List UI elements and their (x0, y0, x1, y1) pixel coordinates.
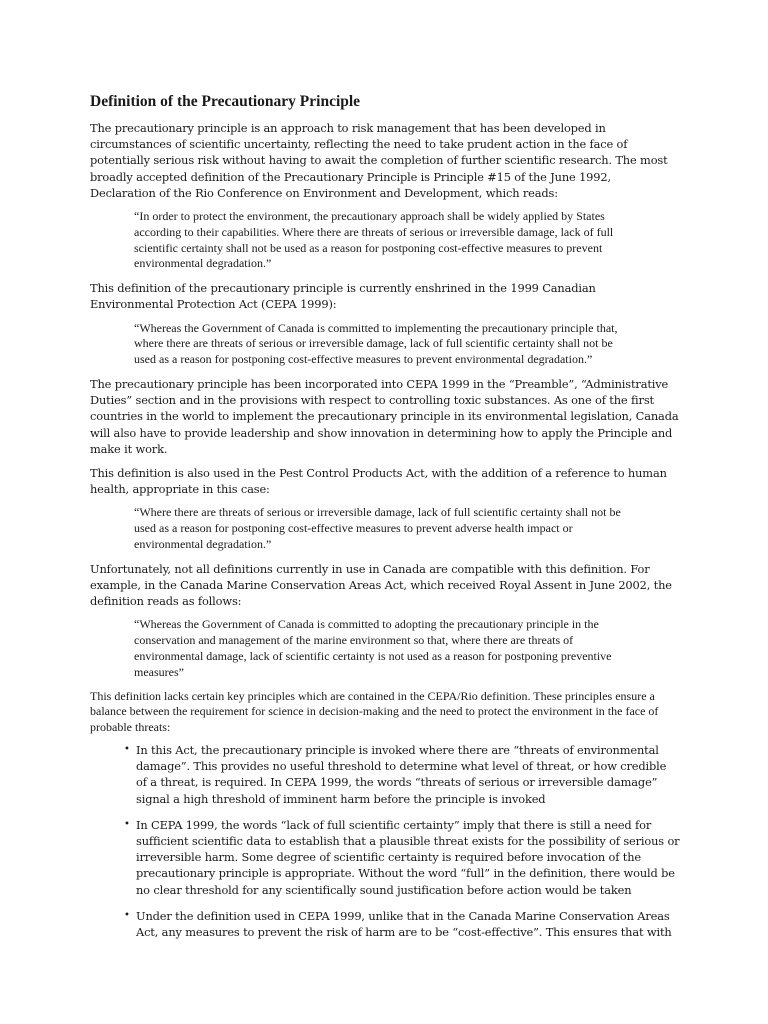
marine-quote: “Whereas the Government of Canada is committed to adopting the precautionary principle in the conservation and management of the marine environment so that, where there are threats of environmental damage, lack of scientific certainty is not used as a reason for postponing preventive measures” (134, 617, 612, 679)
marine-paragraph: Unfortunately, not all definitions currently in use in Canada are compatible with this definition. For example, in the Canada Marine Conservation Areas Act, which received Royal Assent in June 2002, the definition reads as follows: (90, 561, 672, 609)
list-item (124, 817, 680, 898)
principles-list (90, 742, 680, 940)
document-page (90, 92, 680, 950)
rio-quote: “In order to protect the environment, the precautionary approach shall be widely applied by States according to their capabilities. Where there are threats of serious or irreversible damage, lack of full scientific certainty shall not be used as a reason for postponing cost-effective measures to prevent environmental degradation.” (134, 209, 614, 271)
page-title: Definition of the Precautionary Principle (90, 93, 361, 110)
bullet-icon: • (124, 909, 130, 921)
cepa-paragraph: This definition of the precautionary principle is currently enshrined in the 1999 Canadian Environmental Protection Act (CEPA 1999): (90, 281, 596, 312)
pest-control-paragraph: This definition is also used in the Pest Control Products Act, with the addition of a reference to human health, appropriate in this case: (90, 466, 667, 497)
lacks-principles-paragraph: This definition lacks certain key principles which are contained in the CEPA/Rio definition. These principles ensure a balance between the requirement for science in decision-making and the need to protect the environment in the face of probable threats: (90, 688, 659, 735)
pest-control-quote: “Where there are threats of serious or irreversible damage, lack of full scientific certainty shall not be used as a reason for postponing cost-effective measures to prevent adverse health impact or environmental degradation.” (134, 505, 621, 552)
bullet-icon: • (124, 744, 130, 755)
bullet-icon: • (124, 818, 130, 830)
list-item-text: In this Act, the precautionary principle is invoked where there are “threats of environmental damage”. This provides no useful threshold to determine what level of threat, or how credible of a threat, is required. In CEPA 1999, the words “threats of serious or irreversible damage” signal a high threshold of imminent harm before the principle is invoked (136, 743, 667, 806)
intro-paragraph: The precautionary principle is an approach to risk management that has been developed in circumstances of scientific uncertainty, reflecting the need to take prudent action in the face of potentially serious risk without having to await the completion of further scientific research. The most broadly accepted definition of the Precautionary Principle is Principle #15 of the June 1992, Declaration of the Rio Conference on Environment and Development, which reads: (90, 121, 668, 200)
cepa-quote: “Whereas the Government of Canada is committed to implementing the precautionary principle that, where there are threats of serious or irreversible damage, lack of full scientific certainty shall not be used as a reason for postponing cost-effective measures to prevent environmental degradation.” (134, 320, 618, 367)
list-item-text: Under the definition used in CEPA 1999, unlike that in the Canada Marine Conservation Areas Act, any measures to prevent the risk of harm are to be “cost-effective”. This ensures that with (136, 908, 672, 940)
list-item (124, 908, 680, 940)
list-item-text: In CEPA 1999, the words “lack of full scientific certainty” imply that there is still a need for sufficient scientific data to establish that a plausible threat exists for the possibility of serious or irreversible harm. Some degree of scientific certainty is required before invocation of the precautionary principle is appropriate. Without the word “full” in the definition, there would be no clear threshold for any scientifically sound justification before action would be taken (136, 817, 680, 897)
list-item (124, 742, 680, 807)
incorporation-paragraph: The precautionary principle has been incorporated into CEPA 1999 in the “Preamble”, “Administrative Duties” section and in the provisions with respect to controlling toxic substances. As one of the first countries in the world to implement the precautionary principle in its environmental legislation, Canada will also have to provide leadership and show innovation in determining how to apply the Principle and make it work. (90, 377, 679, 456)
